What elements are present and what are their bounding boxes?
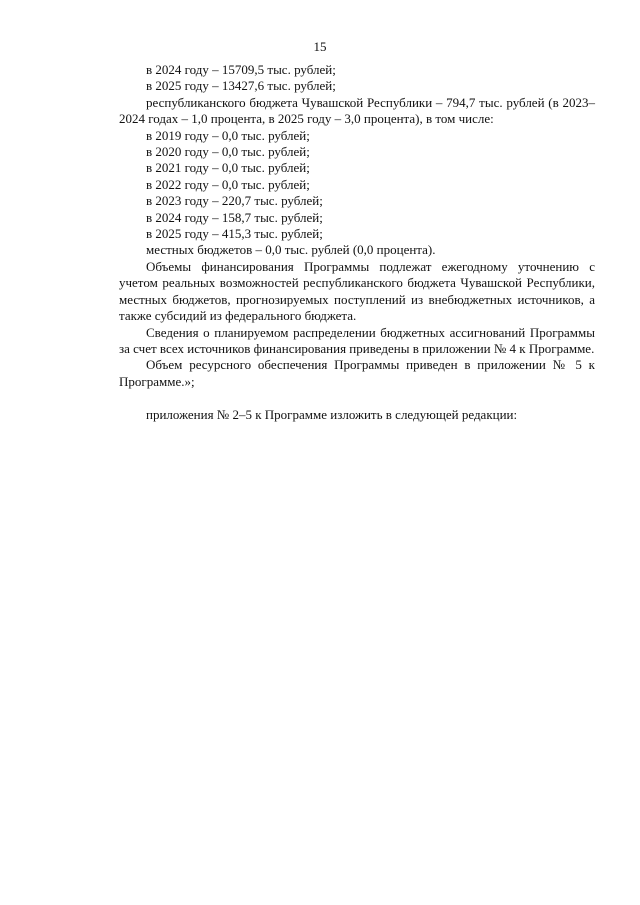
republic-line-2020: в 2020 году – 0,0 тыс. рублей; bbox=[146, 144, 310, 160]
funding-volumes-paragraph: Объемы финансирования Программы подлежат ежегодному уточнению с учетом реальных возможностей республиканского бюджета Чувашской Республики, местных бюджетов, прогнозируемых поступлений из внебюджетных источников, а также субсидий из федерального бюджета. bbox=[119, 258, 595, 324]
republic-budget-paragraph: республиканского бюджета Чувашской Республики – 794,7 тыс. рублей (в 2023–2024 годах – 1,0 процента, в 2025 году – 3,0 процента), в том числе: bbox=[119, 94, 595, 127]
republic-line-2021: в 2021 году – 0,0 тыс. рублей; bbox=[146, 160, 310, 176]
republic-line-2024: в 2024 году – 158,7 тыс. рублей; bbox=[146, 209, 323, 225]
document-body bbox=[119, 62, 595, 424]
republic-line-2022: в 2022 году – 0,0 тыс. рублей; bbox=[146, 176, 310, 192]
annexes-paragraph: приложения № 2–5 к Программе изложить в следующей редакции: bbox=[146, 407, 518, 423]
republic-line-2025: в 2025 году – 415,3 тыс. рублей; bbox=[146, 226, 323, 242]
funding-line-2024: в 2024 году – 15709,5 тыс. рублей; bbox=[146, 62, 336, 77]
resources-paragraph: Объем ресурсного обеспечения Программы приведен в приложении № 5 к Программе.»; bbox=[119, 357, 595, 389]
republic-line-2023: в 2023 году – 220,7 тыс. рублей; bbox=[146, 193, 323, 209]
local-budgets-line: местных бюджетов – 0,0 тыс. рублей (0,0 процента). bbox=[146, 242, 436, 258]
republic-line-2019: в 2019 году – 0,0 тыс. рублей; bbox=[146, 127, 310, 143]
page-number: 15 bbox=[313, 39, 327, 54]
funding-line-2025: в 2025 году – 13427,6 тыс. рублей; bbox=[146, 78, 336, 94]
allocation-paragraph: Сведения о планируемом распределении бюджетных ассигнований Программы за счет всех источников финансирования приведены в приложении № 4 к Программе. bbox=[119, 324, 595, 356]
